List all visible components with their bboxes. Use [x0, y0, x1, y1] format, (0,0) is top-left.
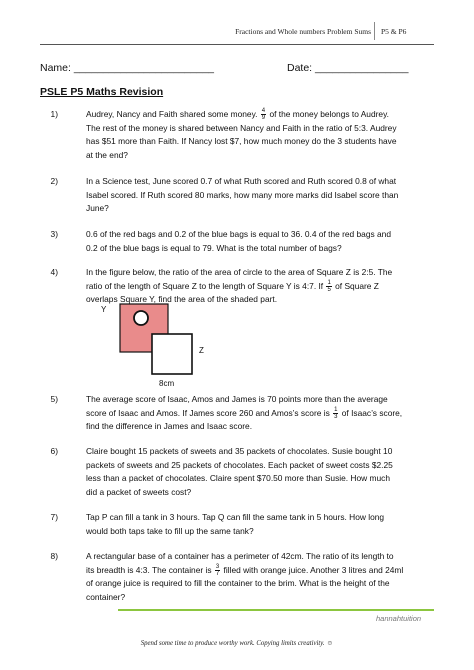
- label-side-length: 8cm: [159, 379, 175, 388]
- footer-note: Spend some time to produce worthy work. Copying limits creativity. ☺: [140, 640, 334, 647]
- fraction: [215, 564, 220, 577]
- square-z: [152, 334, 192, 374]
- fraction-numerator: 1: [327, 279, 331, 286]
- header-level-tag: P5 & P6: [381, 27, 407, 36]
- fraction: [261, 108, 266, 121]
- fraction-numerator: 4: [261, 108, 266, 115]
- question-text: its breadth is 4:3. The container is: [86, 564, 212, 575]
- circle: [134, 311, 148, 325]
- question-8-line-2: [86, 564, 403, 578]
- fraction-denominator: 9: [261, 115, 266, 122]
- question-text: Audrey, Nancy and Faith shared some money.: [86, 109, 258, 119]
- question-text: of Isaac’s score,: [341, 407, 403, 418]
- question-1-line-2: The rest of the money is shared between Nancy and Faith in the ratio of 5:3. Audrey: [86, 122, 397, 133]
- question-text: ratio of the length of Square Z to the length of Square Y is 4:7. If: [86, 280, 324, 291]
- question-text: filled with orange juice. Another 3 litres and 24ml: [223, 564, 404, 575]
- fraction-denominator: 7: [215, 570, 220, 577]
- question-4-line-3: overlaps Square Y, find the area of the shaded part.: [86, 294, 278, 304]
- fraction: [333, 407, 338, 420]
- brand-text: hannahtuition: [376, 614, 422, 623]
- question-2-line-1: In a Science test, June scored 0.7 of what Ruth scored and Ruth scored 0.8 of what: [86, 176, 397, 186]
- question-number: 1): [50, 109, 58, 119]
- question-8-line-4: container?: [86, 591, 126, 602]
- question-8-line-1: A rectangular base of a container has a perimeter of 42cm. The ratio of its length to: [86, 551, 394, 561]
- fraction-numerator: 1: [334, 406, 338, 413]
- question-2-line-3: June?: [86, 203, 109, 213]
- question-number: 4): [50, 267, 58, 277]
- question-2-line-2: Isabel scored. If Ruth scored 80 marks, how many more marks did Isabel score than: [86, 189, 399, 200]
- question-5-line-2: [86, 407, 402, 421]
- question-3-line-1: 0.6 of the red bags and 0.2 of the blue bags is equal to 36. 0.4 of the red bags and: [86, 229, 391, 239]
- question-text: of Square Z: [335, 280, 379, 291]
- question-number: 5): [50, 394, 58, 404]
- question-text: of the money belongs to Audrey.: [269, 109, 389, 119]
- question-5-line-3: find the difference in James and Isaac score.: [86, 421, 253, 431]
- fraction-denominator: 5: [327, 286, 331, 293]
- question-4-line-2: [86, 280, 379, 294]
- question-number: 8): [50, 551, 58, 561]
- question-5-line-1: The average score of Isaac, Amos and James is 70 points more than the average: [86, 394, 388, 404]
- label-square-y: Y: [101, 305, 107, 314]
- header-divider: [374, 22, 375, 40]
- question-7-line-1: Tap P can fill a tank in 3 hours. Tap Q can fill the same tank in 5 hours. How long: [86, 512, 385, 522]
- question-text: score of Isaac and Amos. If James score 260 and Amos’s score is: [86, 407, 330, 418]
- fraction: [326, 280, 331, 293]
- question-3-line-2: 0.2 of the blue bags is equal to 79. What is the total number of bags?: [86, 242, 342, 253]
- name-line: Name: ________________________: [40, 62, 214, 74]
- section-title: PSLE P5 Maths Revision: [40, 86, 164, 98]
- question-6-line-3: less than a packet of chocolates. Claire spent $70.50 more than Susie. How much: [86, 473, 390, 483]
- question-6-line-1: Claire bought 15 packets of sweets and 35 packets of chocolates. Susie bought 10: [86, 446, 393, 456]
- question-number: 6): [50, 446, 58, 456]
- question-1-line-4: at the end?: [86, 149, 128, 160]
- question-number: 2): [50, 176, 58, 186]
- question-8-line-3: of orange juice is required to fill the container to the brim. What is the height of the: [86, 578, 390, 588]
- header-rule: [40, 44, 434, 45]
- question-1-line-1: [86, 108, 389, 122]
- footer-rule: [118, 609, 434, 611]
- question-6-line-4: did a packet of sweets cost?: [86, 486, 192, 497]
- squares-figure: [95, 300, 225, 390]
- question-number: 3): [50, 229, 58, 239]
- question-7-line-2: would both taps take to fill up the same tank?: [86, 525, 254, 536]
- fraction-numerator: 3: [215, 563, 220, 570]
- header-title: Fractions and Whole numbers Problem Sums: [235, 27, 371, 36]
- fraction-denominator: 3: [334, 413, 338, 420]
- question-4-line-1: In the figure below, the ratio of the area of circle to the area of Square Z is 2:5. The: [86, 267, 393, 277]
- question-6-line-2: packets of sweets and 25 packets of chocolates. Each packet of sweet costs $2.25: [86, 459, 393, 470]
- question-1-line-3: has $51 more than Faith. If Nancy lost $7, how much money do the 3 students have: [86, 136, 397, 146]
- question-number: 7): [50, 512, 58, 522]
- date-line: Date: ________________: [287, 62, 409, 74]
- label-square-z: Z: [199, 346, 204, 355]
